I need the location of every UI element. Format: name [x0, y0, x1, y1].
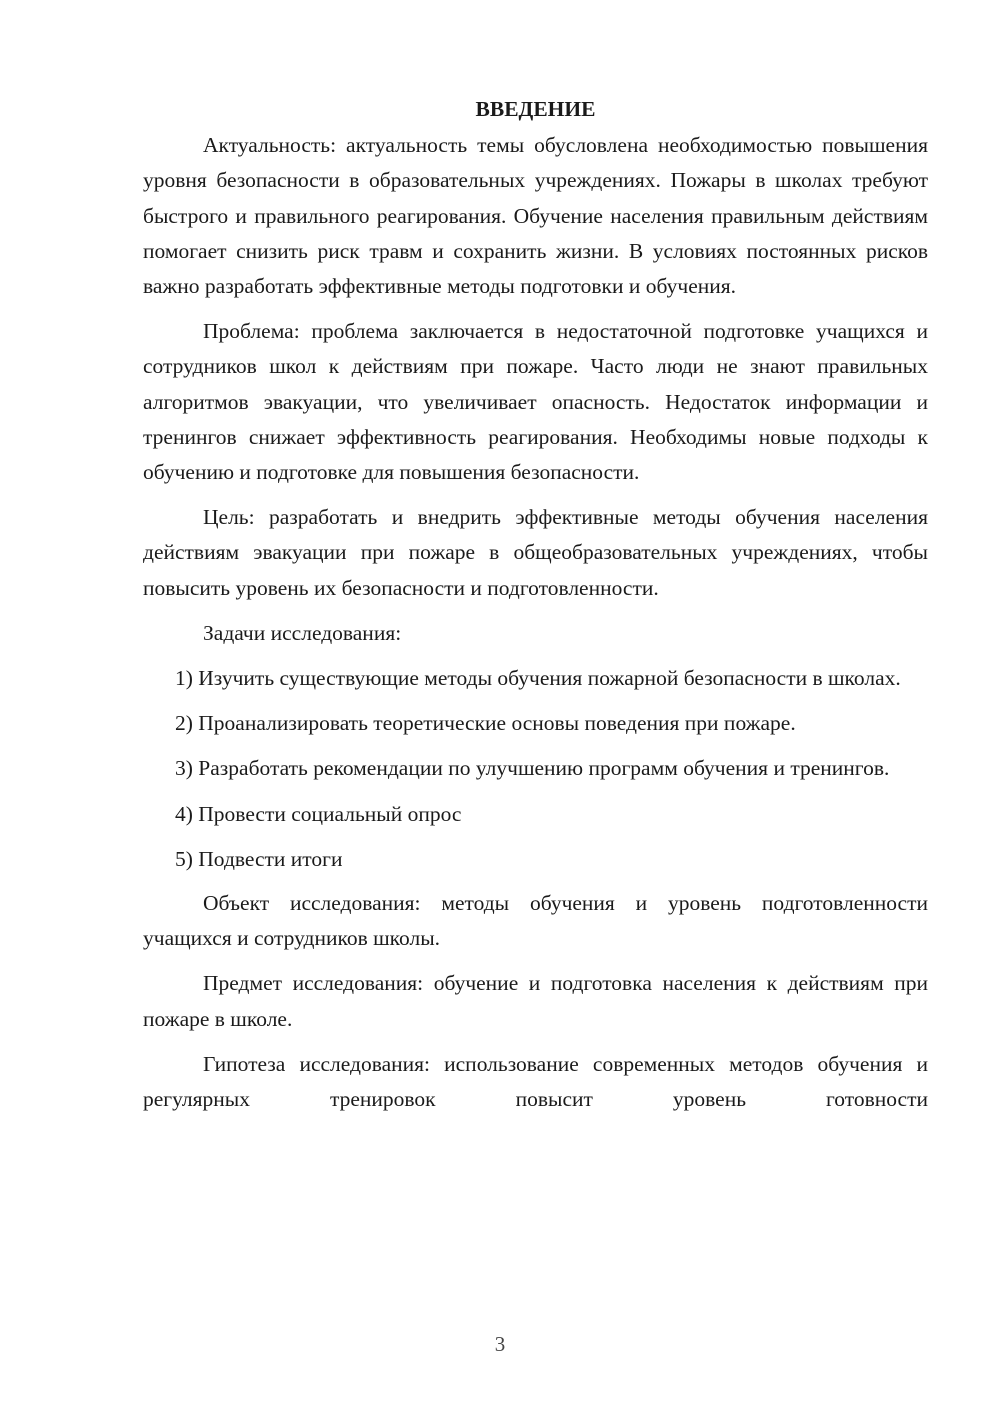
paragraph-goal: Цель: разработать и внедрить эффективные методы обучения населения действиям эвакуации при пожаре в общеобразовательных учреждениях, чтобы повысить уровень их безопасности и подготовленности.	[143, 505, 928, 600]
tasks-heading: Задачи исследования:	[203, 620, 402, 645]
paragraph-problem: Проблема: проблема заключается в недостаточной подготовке учащихся и сотрудников школ к действиям при пожаре. Часто люди не знают правильных алгоритмов эвакуации, что увеличивает опасность. Недостаток информации и тренингов снижает эффективность реагирования. Необходимы новые подходы к обучению и подготовке для повышения безопасности.	[143, 319, 928, 485]
task-item-4: 4) Провести социальный опрос	[175, 801, 462, 826]
document-page	[143, 92, 928, 1127]
task-item-1: 1) Изучить существующие методы обучения пожарной безопасности в школах.	[175, 666, 901, 691]
task-item-3: 3) Разработать рекомендации по улучшению программ обучения и тренингов.	[175, 756, 890, 781]
page-number: 3	[494, 1332, 506, 1356]
paragraph-hypothesis: Гипотеза исследования: использование современных методов обучения и регулярных тренировок повысит уровень готовности	[143, 1051, 928, 1112]
paragraph-relevance: Актуальность: актуальность темы обусловлена необходимостью повышения уровня безопасности в образовательных учреждениях. Пожары в школах требуют быстрого и правильного реагирования. Обучение населения правильным действиям помогает снизить риск травм и сохранить жизни. В условиях постоянных рисков важно разработать эффективные методы подготовки и обучения.	[143, 133, 928, 299]
section-title: ВВЕДЕНИЕ	[475, 97, 596, 121]
paragraph-object: Объект исследования: методы обучения и уровень подготовленности учащихся и сотрудников школы.	[143, 891, 928, 951]
paragraph-subject: Предмет исследования: обучение и подготовка населения к действиям при пожаре в школе.	[143, 971, 928, 1031]
task-item-2: 2) Проанализировать теоретические основы поведения при пожаре.	[175, 711, 796, 736]
task-item-5: 5) Подвести итоги	[175, 846, 343, 871]
